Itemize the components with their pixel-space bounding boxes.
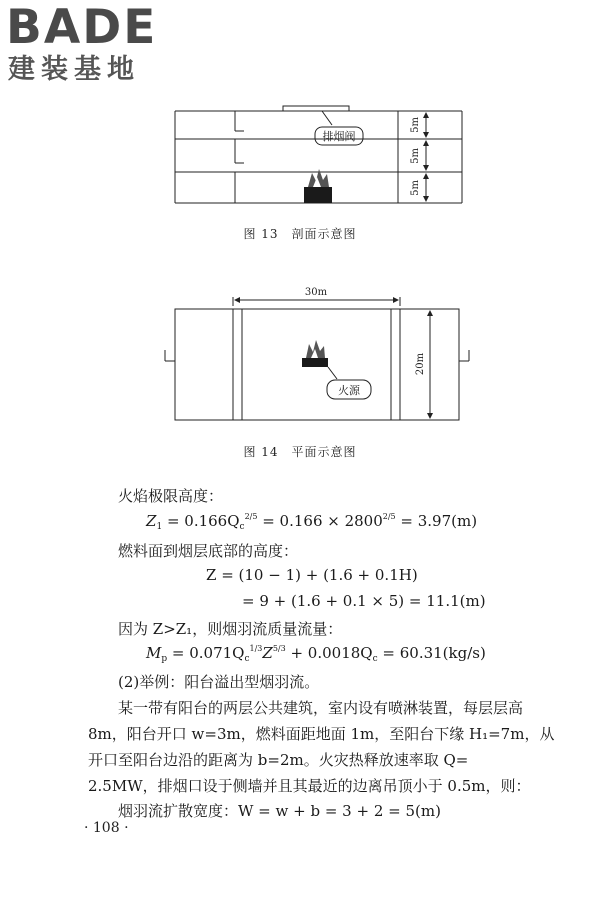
text-plume-width: 烟羽流扩散宽度：W = w + b = 3 + 2 = 5(m): [118, 802, 441, 820]
floor-height-label: 5m: [410, 180, 421, 196]
smoke-vent: [283, 106, 349, 111]
floor-height-label: 5m: [410, 148, 421, 164]
width-dimension-label: 30m: [304, 287, 328, 298]
bade-logo: [6, 2, 157, 86]
paragraph-line: 开口至阳台边沿的距离为 b=2m。火灾热释放速率取 Q=: [88, 751, 469, 769]
page-number: · 108 ·: [84, 820, 129, 836]
floor-height-label: 5m: [410, 117, 421, 133]
vent-leader-line: [322, 111, 332, 125]
vent-label: 排烟阀: [322, 130, 356, 143]
depth-dimension-label: 20m: [415, 352, 426, 376]
fire-leader-line: [328, 367, 337, 379]
logo-subtitle: 建装基地: [8, 54, 140, 85]
formula-height-z: Z = (10 − 1) + (1.6 + 0.1H): [206, 566, 418, 584]
text-since-z-gt-z1: 因为 Z>Z₁，则烟羽流质量流量：: [118, 620, 343, 638]
logo-wordmark: BADE: [6, 0, 158, 55]
fire-label: 火源: [338, 384, 360, 397]
formula-height-z-result: = 9 + (1.6 + 0.1 × 5) = 11.1(m): [242, 592, 486, 610]
text-example-heading: (2)举例：阳台溢出型烟羽流。: [118, 673, 320, 691]
formula-mass-flow: $M_p = 0.071Q_c^{1/3}Z^{5/3} + 0.0018Q_c = 60.31(kg/s)$: [146, 644, 486, 664]
fire-icon: [302, 340, 328, 367]
text-fuel-to-smoke-heading: 燃料面到烟层底部的高度：: [118, 542, 299, 560]
paragraph-line: 8m，阳台开口 w=3m，燃料面距地面 1m，至阳台下缘 H₁=7m，从: [88, 725, 555, 743]
paragraph-line: 某一带有阳台的两层公共建筑，室内设有喷淋装置，每层层高: [118, 699, 524, 717]
fire-icon: [304, 169, 332, 203]
paragraph-line: 2.5MW，排烟口设于侧墙并且其最近的边离吊顶小于 0.5m，则：: [88, 777, 531, 795]
text-flame-height-heading: 火焰极限高度：: [118, 487, 224, 505]
figure-14-caption: 图 14 平面示意图: [243, 445, 357, 459]
figure-13-section-diagram: [0, 95, 600, 310]
figure-14-plan-diagram: [0, 282, 600, 432]
formula-flame-height: $Z_1 = 0.166Q_c^{2/5} = 0.166 \times 2800^{2/5} = 3.97(m)$: [146, 512, 478, 532]
figure-13-caption: 图 13 剖面示意图: [243, 227, 357, 241]
